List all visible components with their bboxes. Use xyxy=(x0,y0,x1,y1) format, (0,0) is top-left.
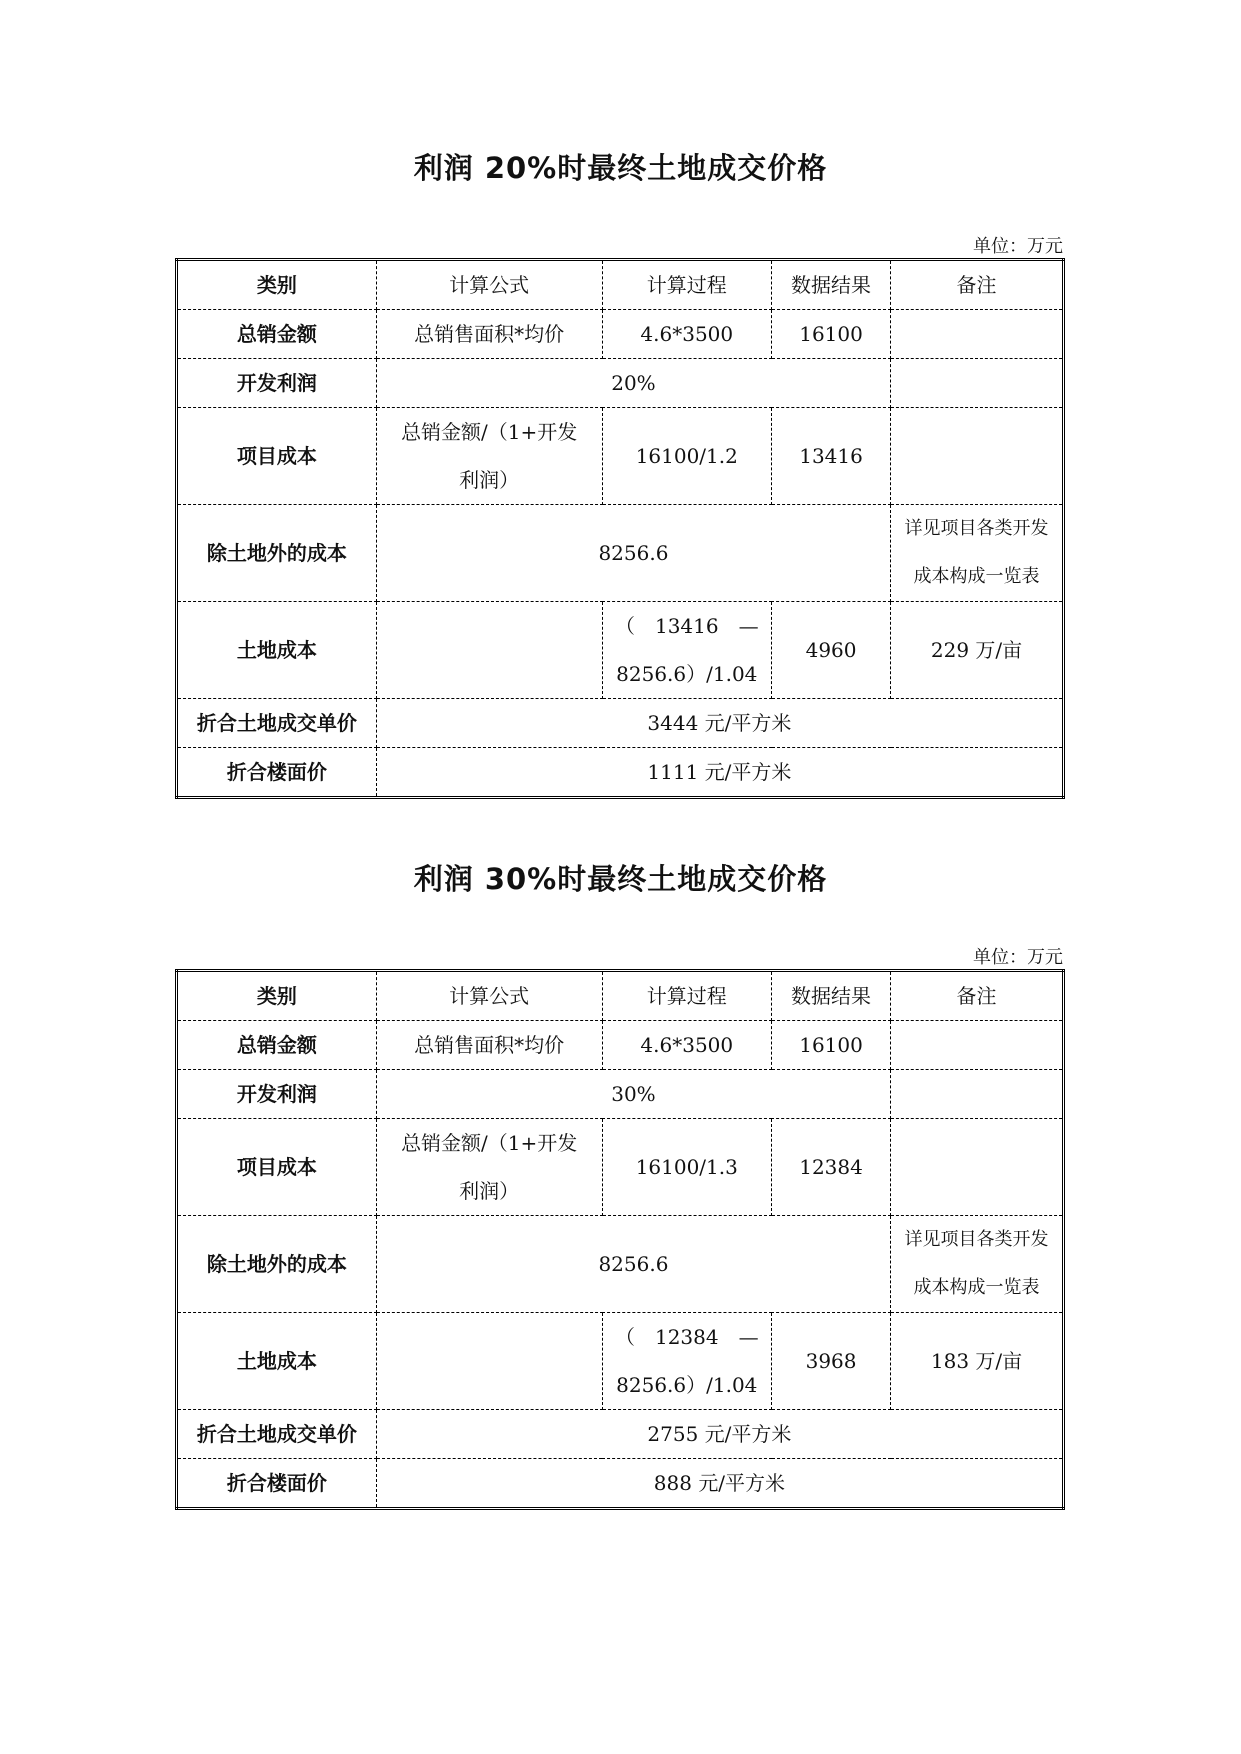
note-cell xyxy=(891,1070,1064,1119)
row-label: 土地成本 xyxy=(177,1313,377,1410)
header-process: 计算过程 xyxy=(602,260,772,310)
result-cell: 12384 xyxy=(772,1119,891,1216)
row-label: 折合土地成交单价 xyxy=(177,699,377,748)
header-note: 备注 xyxy=(891,971,1064,1021)
price-table xyxy=(175,969,1065,1510)
section-profit-30 xyxy=(0,857,1241,1495)
value-cell: 2755 元/平方米 xyxy=(376,1410,1063,1459)
formula-cell: 总销售面积*均价 xyxy=(376,1021,602,1070)
header-formula: 计算公式 xyxy=(376,260,602,310)
table-row xyxy=(177,1070,1064,1119)
process-cell: 16100/1.2 xyxy=(602,408,772,505)
section-profit-20 xyxy=(0,146,1241,784)
result-cell: 16100 xyxy=(772,1021,891,1070)
value-cell: 3444 元/平方米 xyxy=(376,699,1063,748)
note-cell: 183 万/亩 xyxy=(891,1313,1064,1410)
row-label: 项目成本 xyxy=(177,408,377,505)
row-label: 折合楼面价 xyxy=(177,1459,377,1509)
note-line-1: 详见项目各类开发 xyxy=(904,518,1049,539)
row-label: 折合楼面价 xyxy=(177,748,377,798)
table-title: 利润 30%时最终土地成交价格 xyxy=(413,862,828,896)
process-cell xyxy=(602,1313,772,1410)
note-line-2: 成本构成一览表 xyxy=(913,1277,1040,1298)
formula-cell xyxy=(376,602,602,699)
header-result: 数据结果 xyxy=(772,260,891,310)
note-line-1: 详见项目各类开发 xyxy=(904,1229,1049,1250)
formula-line-1: 总销金额/（1+开发 xyxy=(401,1131,578,1155)
formula-line-2: 利润） xyxy=(459,468,520,492)
header-result: 数据结果 xyxy=(772,971,891,1021)
formula-line-2: 利润） xyxy=(459,1179,520,1203)
table-row xyxy=(177,1216,1064,1313)
table-row xyxy=(177,1021,1064,1070)
value-cell: 30% xyxy=(376,1070,890,1119)
process-cell: 4.6*3500 xyxy=(602,310,772,359)
row-label: 项目成本 xyxy=(177,1119,377,1216)
formula-cell xyxy=(376,1313,602,1410)
row-label: 折合土地成交单价 xyxy=(177,1410,377,1459)
header-formula: 计算公式 xyxy=(376,971,602,1021)
value-cell: 20% xyxy=(376,359,890,408)
process-line-2: 8256.6）/1.04 xyxy=(616,662,758,686)
process-line-2: 8256.6）/1.04 xyxy=(616,1373,758,1397)
unit-label: 单位：万元 xyxy=(973,236,1063,257)
process-line-1: （ 12384 — xyxy=(614,1325,759,1349)
table-row xyxy=(177,748,1064,798)
row-label: 总销金额 xyxy=(177,310,377,359)
value-cell: 1111 元/平方米 xyxy=(376,748,1063,798)
process-cell: 4.6*3500 xyxy=(602,1021,772,1070)
note-cell xyxy=(891,359,1064,408)
row-label: 开发利润 xyxy=(177,359,377,408)
table-row xyxy=(177,1119,1064,1216)
note-cell xyxy=(891,505,1064,602)
note-cell xyxy=(891,310,1064,359)
row-label: 总销金额 xyxy=(177,1021,377,1070)
header-row xyxy=(177,971,1064,1021)
note-cell: 229 万/亩 xyxy=(891,602,1064,699)
process-cell xyxy=(602,602,772,699)
table-row xyxy=(177,602,1064,699)
table-row xyxy=(177,310,1064,359)
formula-cell xyxy=(376,408,602,505)
result-cell: 4960 xyxy=(772,602,891,699)
note-cell xyxy=(891,1021,1064,1070)
header-category: 类别 xyxy=(177,260,377,310)
table-row xyxy=(177,505,1064,602)
formula-line-1: 总销金额/（1+开发 xyxy=(401,420,578,444)
note-cell xyxy=(891,1119,1064,1216)
row-label: 土地成本 xyxy=(177,602,377,699)
price-table xyxy=(175,258,1065,799)
process-cell: 16100/1.3 xyxy=(602,1119,772,1216)
process-line-1: （ 13416 — xyxy=(614,614,759,638)
result-cell: 3968 xyxy=(772,1313,891,1410)
table-row xyxy=(177,408,1064,505)
value-cell: 8256.6 xyxy=(376,505,890,602)
row-label: 除土地外的成本 xyxy=(177,1216,377,1313)
note-cell xyxy=(891,1216,1064,1313)
value-cell: 888 元/平方米 xyxy=(376,1459,1063,1509)
formula-cell: 总销售面积*均价 xyxy=(376,310,602,359)
table-row xyxy=(177,1313,1064,1410)
table-row xyxy=(177,699,1064,748)
table-title: 利润 20%时最终土地成交价格 xyxy=(413,151,828,185)
header-note: 备注 xyxy=(891,260,1064,310)
row-label: 开发利润 xyxy=(177,1070,377,1119)
note-line-2: 成本构成一览表 xyxy=(913,566,1040,587)
result-cell: 16100 xyxy=(772,310,891,359)
result-cell: 13416 xyxy=(772,408,891,505)
header-process: 计算过程 xyxy=(602,971,772,1021)
header-category: 类别 xyxy=(177,971,377,1021)
note-cell xyxy=(891,408,1064,505)
table-row xyxy=(177,1410,1064,1459)
value-cell: 8256.6 xyxy=(376,1216,890,1313)
unit-label: 单位：万元 xyxy=(973,947,1063,968)
table-row xyxy=(177,359,1064,408)
header-row xyxy=(177,260,1064,310)
table-row xyxy=(177,1459,1064,1509)
formula-cell xyxy=(376,1119,602,1216)
row-label: 除土地外的成本 xyxy=(177,505,377,602)
